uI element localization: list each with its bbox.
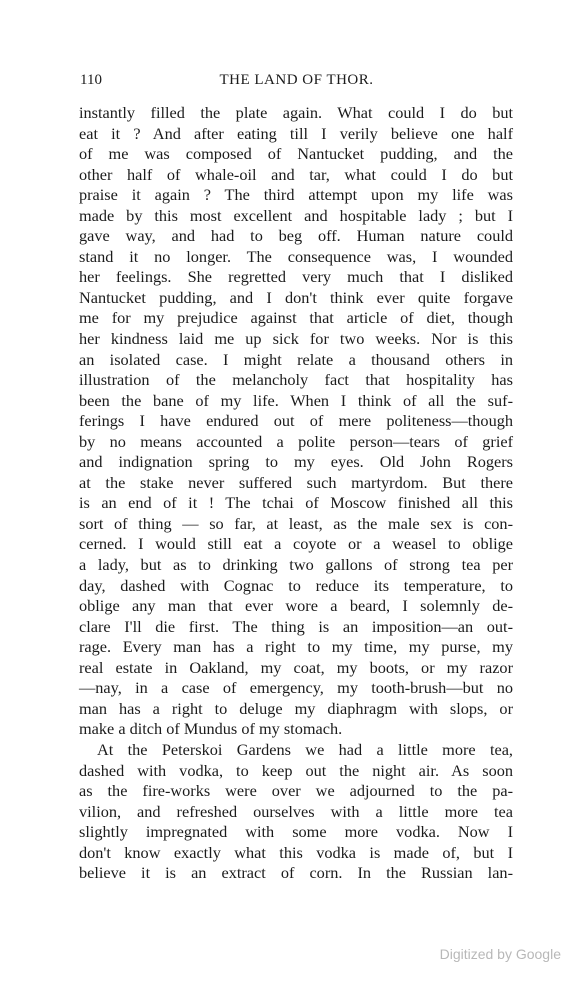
text-line: is an end of it ! The tchai of Moscow finished all this: [79, 493, 513, 513]
text-line: dashed with vodka, to keep out the night air. As soon: [79, 760, 513, 780]
text-line: vilion, and refreshed ourselves with a little more tea: [79, 801, 513, 821]
text-line: made by this most excellent and hospitable lady ; but I: [79, 205, 513, 225]
text-line: gave way, and had to beg off. Human nature could: [79, 226, 513, 246]
text-line: stand it no longer. The consequence was, I wounded: [79, 246, 513, 266]
text-line: sort of thing — so far, at least, as the male sex is con-: [79, 513, 513, 533]
text-line: at the stake never suffered such martyrdom. But there: [79, 472, 513, 492]
text-line: don't know exactly what this vodka is made of, but I: [79, 842, 513, 862]
text-line: praise it again ? The third attempt upon my life was: [79, 185, 513, 205]
body-text: [79, 103, 513, 884]
text-line: a lady, but as to drinking two gallons of strong tea per: [79, 555, 513, 575]
text-line: her feelings. She regretted very much that I disliked: [79, 267, 513, 287]
page-number: 110: [80, 72, 102, 88]
paragraph: [79, 740, 513, 884]
text-line: ferings I have endured out of mere politeness—though: [79, 411, 513, 431]
text-line: an isolated case. I might relate a thousand others in: [79, 349, 513, 369]
text-line: At the Peterskoi Gardens we had a little more tea,: [97, 739, 513, 759]
text-line: as the fire-works were over we adjourned to the pa-: [79, 781, 513, 801]
text-line: of me was composed of Nantucket pudding, and the: [79, 144, 513, 164]
text-line: cerned. I would still eat a coyote or a weasel to oblige: [79, 534, 513, 554]
text-line: rage. Every man has a right to my time, my purse, my: [79, 637, 513, 657]
text-line: her kindness laid me up sick for two weeks. Nor is this: [79, 329, 513, 349]
text-line: —nay, in a case of emergency, my tooth-brush—but no: [79, 678, 513, 698]
text-line: day, dashed with Cognac to reduce its temperature, to: [79, 575, 513, 595]
text-line: slightly impregnated with some more vodka. Now I: [79, 822, 513, 842]
text-line: Nantucket pudding, and I don't think ever quite forgave: [79, 287, 513, 307]
text-line: eat it ? And after eating till I verily believe one half: [79, 123, 513, 143]
text-line: by no means accounted a polite person—tears of grief: [79, 431, 513, 451]
text-line: make a ditch of Mundus of my stomach.: [79, 719, 343, 739]
paragraph: [79, 103, 513, 740]
digitized-by-google-watermark: Digitized by Google: [439, 946, 561, 962]
running-head: THE LAND OF THOR.: [219, 72, 374, 88]
text-line: oblige any man that ever wore a beard, I solemnly de-: [79, 596, 513, 616]
text-line: other half of whale-oil and tar, what could I do but: [79, 164, 513, 184]
page-header: [80, 72, 513, 92]
text-line: real estate in Oakland, my coat, my boots, or my razor: [79, 657, 513, 677]
text-line: believe it is an extract of corn. In the Russian lan-: [79, 863, 513, 883]
text-line: instantly filled the plate again. What could I do but: [79, 103, 513, 122]
text-line: clare I'll die first. The thing is an imposition—an out-: [79, 616, 513, 636]
text-line: and indignation spring to my eyes. Old John Rogers: [79, 452, 513, 472]
text-line: illustration of the melancholy fact that hospitality has: [79, 370, 513, 390]
text-line: me for my prejudice against that article of diet, though: [79, 308, 513, 328]
text-line: been the bane of my life. When I think of all the suf-: [79, 390, 513, 410]
text-line: man has a right to deluge my diaphragm with slops, or: [79, 698, 513, 718]
